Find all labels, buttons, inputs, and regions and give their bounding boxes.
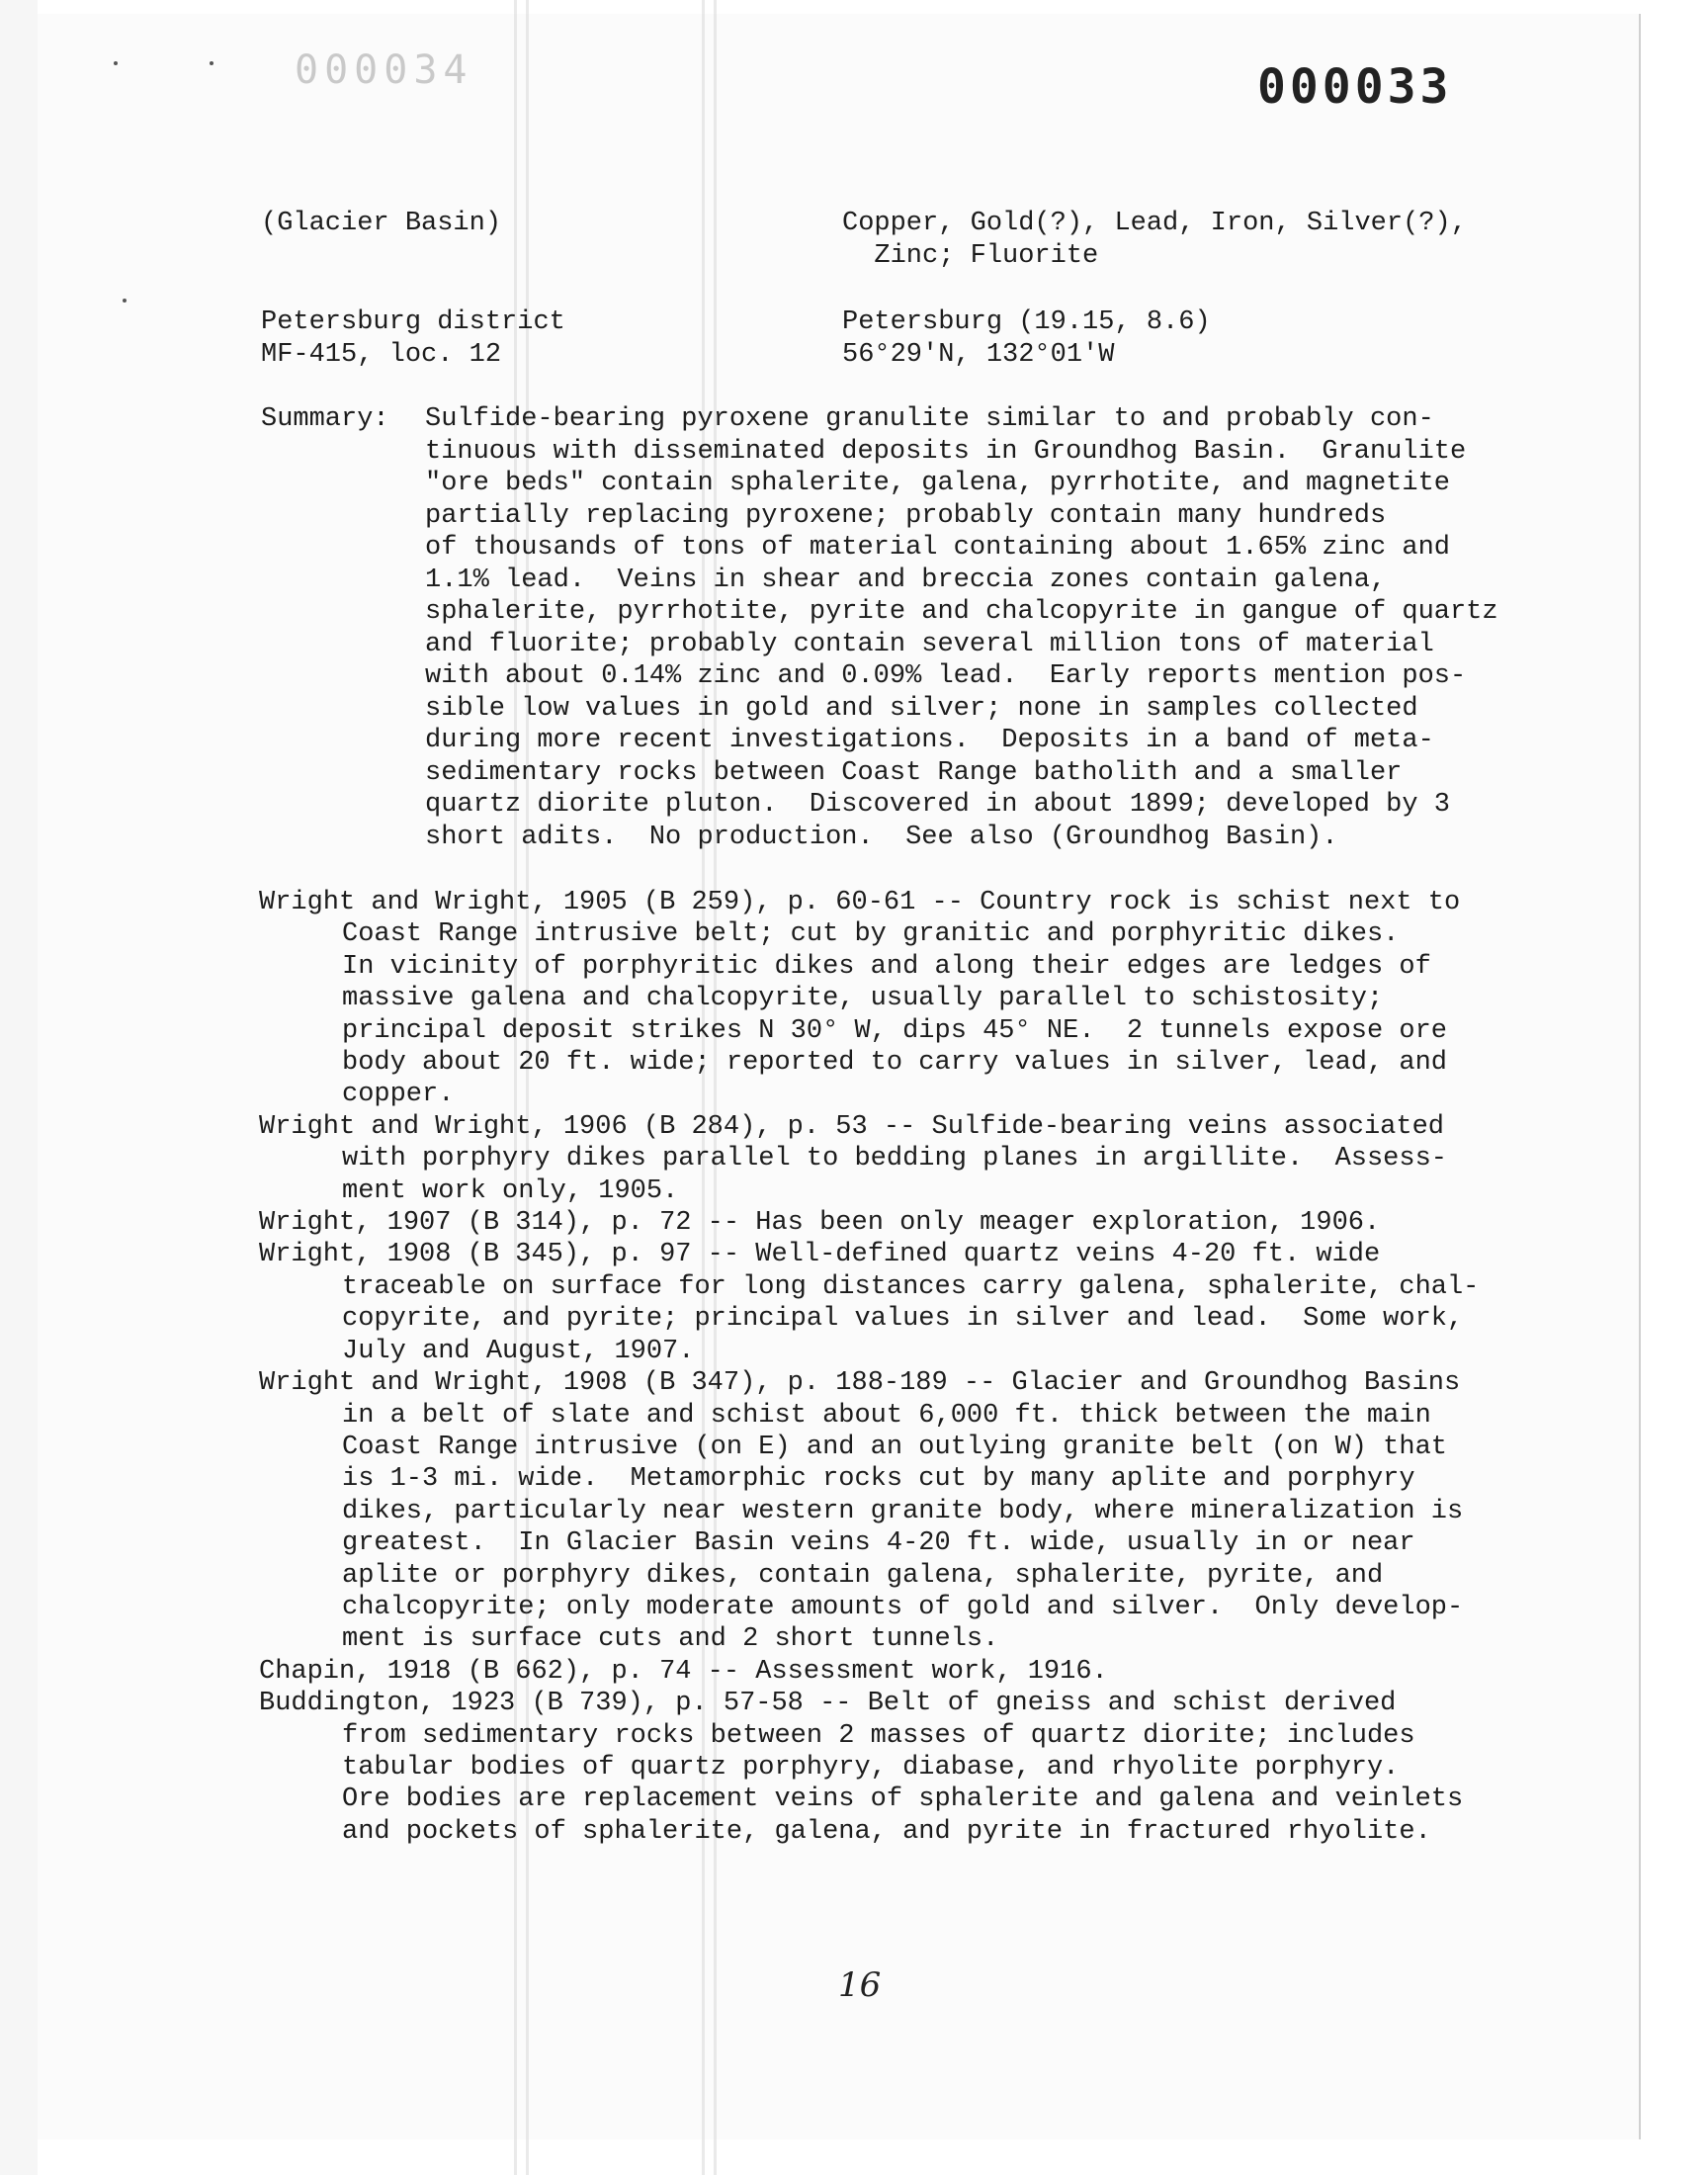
reference-citation: Wright, 1907 (B 314), p. 72 -- Has been only meager exploration, 1906. bbox=[259, 1208, 1381, 1239]
reference-continuation: chalcopyrite; only moderate amounts of gold and silver. Only develop- bbox=[342, 1592, 1464, 1622]
reference-continuation: copyrite, and pyrite; principal values in silver and lead. Some work, bbox=[342, 1304, 1464, 1335]
reference-continuation: In vicinity of porphyritic dikes and along their edges are ledges of bbox=[342, 951, 1431, 982]
summary-line: short adits. No production. See also (Groundhog Basin). bbox=[425, 822, 1338, 852]
faint-bates-stamp: 000034 bbox=[295, 47, 473, 93]
reference-continuation: greatest. In Glacier Basin veins 4-20 ft. wide, usually in or near bbox=[342, 1528, 1415, 1559]
reference-continuation: body about 20 ft. wide; reported to carry values in silver, lead, and bbox=[342, 1048, 1447, 1079]
reference-continuation: with porphyry dikes parallel to bedding planes in argillite. Assess- bbox=[342, 1144, 1447, 1174]
commodities-line-1: Copper, Gold(?), Lead, Iron, Silver(?), bbox=[842, 209, 1467, 238]
reference-continuation: is 1-3 mi. wide. Metamorphic rocks cut by many aplite and porphyry bbox=[342, 1464, 1415, 1495]
reference-citation: Wright and Wright, 1905 (B 259), p. 60-61 -- Country rock is schist next to bbox=[259, 888, 1461, 917]
bates-number-stamp: 000033 bbox=[1257, 59, 1453, 115]
summary-line: tinuous with disseminated deposits in Groundhog Basin. Granulite bbox=[425, 436, 1467, 467]
reference-entry bbox=[259, 1367, 1479, 1656]
reference-continuation: from sedimentary rocks between 2 masses of quartz diorite; includes bbox=[342, 1720, 1415, 1751]
summary-label: Summary: bbox=[261, 404, 389, 434]
reference-continuation: in a belt of slate and schist about 6,000 ft. thick between the main bbox=[342, 1400, 1431, 1431]
summary-line: partially replacing pyroxene; probably contain many hundreds bbox=[425, 500, 1387, 531]
summary-line: during more recent investigations. Deposits in a band of meta- bbox=[425, 726, 1434, 755]
summary-line: with about 0.14% zinc and 0.09% lead. Early reports mention pos- bbox=[425, 661, 1467, 691]
speck bbox=[114, 61, 118, 65]
reference-continuation: July and August, 1907. bbox=[342, 1336, 695, 1366]
commodities-line-2: Zinc; Fluorite bbox=[842, 241, 1099, 271]
quadrangle: Petersburg (19.15, 8.6) bbox=[842, 307, 1211, 337]
summary-text bbox=[425, 403, 1498, 853]
reference-citation: Buddington, 1923 (B 739), p. 57-58 -- Belt of gneiss and schist derived bbox=[259, 1689, 1397, 1719]
reference-continuation: principal deposit strikes N 30° W, dips 45° NE. 2 tunnels expose ore bbox=[342, 1015, 1447, 1046]
reference-entry bbox=[259, 1656, 1479, 1688]
reference-continuation: dikes, particularly near western granite body, where mineralization is bbox=[342, 1496, 1464, 1526]
summary-line: and fluorite; probably contain several million tons of material bbox=[425, 629, 1434, 659]
map-reference: MF-415, loc. 12 bbox=[261, 340, 502, 370]
reference-continuation: tabular bodies of quartz porphyry, diabase, and rhyolite porphyry. bbox=[342, 1752, 1400, 1783]
reference-continuation: and pockets of sphalerite, galena, and pyrite in fractured rhyolite. bbox=[342, 1816, 1431, 1847]
reference-continuation: copper. bbox=[342, 1080, 455, 1110]
summary-line: sible low values in gold and silver; none in samples collected bbox=[425, 693, 1418, 724]
reference-entry bbox=[259, 1688, 1479, 1848]
reference-continuation: Coast Range intrusive (on E) and an outlying granite belt (on W) that bbox=[342, 1432, 1447, 1462]
district-name: Petersburg district bbox=[261, 307, 565, 337]
page-number: 16 bbox=[838, 1965, 882, 2005]
scan-margin bbox=[0, 0, 38, 2175]
reference-entry bbox=[259, 1111, 1479, 1207]
locality-name: (Glacier Basin) bbox=[261, 209, 502, 238]
reference-continuation: traceable on surface for long distances carry galena, sphalerite, chal- bbox=[342, 1271, 1480, 1302]
reference-continuation: Ore bodies are replacement veins of sphalerite and galena and veinlets bbox=[342, 1784, 1464, 1815]
speck bbox=[210, 61, 214, 65]
coordinates: 56°29'N, 132°01'W bbox=[842, 340, 1115, 370]
reference-continuation: ment work only, 1905. bbox=[342, 1175, 679, 1206]
summary-line: quartz diorite pluton. Discovered in about 1899; developed by 3 bbox=[425, 790, 1450, 820]
reference-citation: Wright and Wright, 1908 (B 347), p. 188-189 -- Glacier and Groundhog Basins bbox=[259, 1368, 1461, 1399]
speck bbox=[123, 299, 127, 303]
reference-citation: Wright, 1908 (B 345), p. 97 -- Well-defined quartz veins 4-20 ft. wide bbox=[259, 1240, 1381, 1270]
reference-entry bbox=[259, 1239, 1479, 1367]
reference-entry bbox=[259, 1207, 1479, 1239]
summary-line: of thousands of tons of material containing about 1.65% zinc and bbox=[425, 533, 1450, 563]
summary-line: sedimentary rocks between Coast Range batholith and a smaller bbox=[425, 757, 1403, 788]
reference-citation: Chapin, 1918 (B 662), p. 74 -- Assessment work, 1916. bbox=[259, 1656, 1108, 1687]
reference-citation: Wright and Wright, 1906 (B 284), p. 53 -- Sulfide-bearing veins associated bbox=[259, 1111, 1444, 1142]
reference-continuation: massive galena and chalcopyrite, usually parallel to schistosity; bbox=[342, 984, 1384, 1014]
reference-list bbox=[259, 887, 1479, 1848]
reference-continuation: ment is surface cuts and 2 short tunnels. bbox=[342, 1624, 999, 1655]
reference-continuation: Coast Range intrusive belt; cut by granitic and porphyritic dikes. bbox=[342, 919, 1400, 950]
summary-line: 1.1% lead. Veins in shear and breccia zones contain galena, bbox=[425, 565, 1387, 595]
reference-entry bbox=[259, 887, 1479, 1111]
summary-line: "ore beds" contain sphalerite, galena, pyrrhotite, and magnetite bbox=[425, 469, 1450, 498]
reference-continuation: aplite or porphyry dikes, contain galena, sphalerite, pyrite, and bbox=[342, 1560, 1384, 1591]
summary-line: sphalerite, pyrrhotite, pyrite and chalcopyrite in gangue of quartz bbox=[425, 597, 1498, 627]
summary-line: Sulfide-bearing pyroxene granulite similar to and probably con- bbox=[425, 404, 1434, 434]
